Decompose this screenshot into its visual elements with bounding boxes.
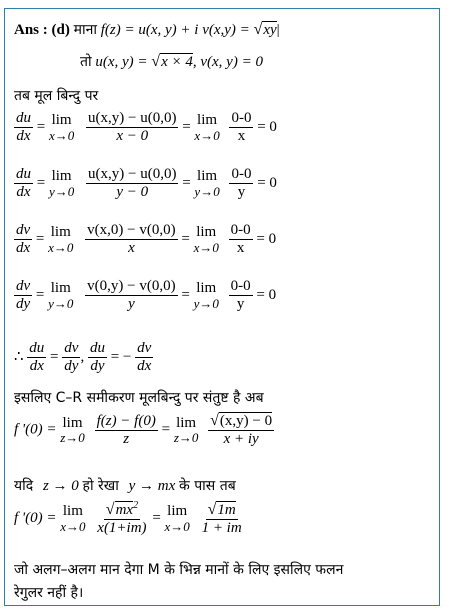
sqrt-x-times-4: x × 4 [161,54,193,70]
limit-2: lim x→0 [193,224,219,255]
difference-quotient: $\frac{u(x,y) - u(0,0)}{y - 0}$ [88,166,177,200]
limit-2: lim x→0 [194,112,220,143]
function-definition: f(z) = u(x, y) + i v(x,y) = [100,22,250,38]
conclusion-line-2: रेगुलर नहीं है। [14,585,84,601]
lhs-fraction: $\frac{dv}{dx}$ [16,222,31,256]
limit-1: lim y→0 [48,168,75,199]
origin-line: तब मूल बिन्दु पर [14,88,99,104]
derivative-row: $\frac{du}{dx}$ = lim y→0 $\frac{u(x,y) - u(0,0)}{y - 0}$ = lim y→0 $\frac{0-0}{y}$ = 0 [16,166,277,200]
lhs-fraction: $\frac{du}{dx}$ [16,110,31,144]
lhs-fraction: $\frac{du}{dx}$ [16,166,31,200]
difference-quotient: $\frac{u(x,y) - u(0,0)}{x - 0}$ [88,110,177,144]
zero-fraction: $\frac{0-0}{x}$ [230,222,251,256]
u-v-definition-line: तो u(x, y) = √x × 4, v(x, y) = 0 [80,53,263,70]
limit-1: lim x→0 [48,112,75,143]
f-prime-result-line: f '(0) = lim x→0 $\frac{√mx^2}{x(1+im)}$ = lim x→0 $\frac{√1m}{1 + im}$ [14,500,242,536]
row-result: = 0 [256,286,277,303]
zero-fraction: $\frac{0-0}{x}$ [231,110,252,144]
difference-quotient: $\frac{v(0,y) - v(0,0)}{y}$ [87,278,176,312]
condition-line: यदि z → 0 हो रेखा y → mx के पास तब [14,478,236,494]
to-word: तो [80,54,92,70]
f-prime-limit-line: f '(0) = lim z→0 $\frac{f(z) - f(0)}{z}$ = lim z→0 $\frac{√(x,y) - 0}{x + iy}$ [14,412,273,447]
limit-1: lim x→0 [48,224,74,255]
zero-fraction: $\frac{0-0}{y}$ [231,166,252,200]
sqrt-xy: xy [263,22,277,38]
conclusion-line-1: जो अलग–अलग मान देगा M के भिन्न मानों के लिए इसलिए फलन [14,562,344,578]
cr-equations-line: ∴ $\frac{du}{dx}$ = $\frac{dv}{dy}$ , $\frac{du}{dy}$ = − $\frac{dv}{dx}$ [14,340,152,374]
zero-fraction: $\frac{0-0}{y}$ [230,278,251,312]
derivative-row: $\frac{dv}{dx}$ = lim x→0 $\frac{v(x,0) - v(0,0)}{x}$ = lim x→0 $\frac{0-0}{x}$ = 0 [16,222,277,256]
answer-heading-line: Ans : (d) माना f(z) = u(x, y) + i v(x,y) = √xy| [14,21,280,38]
row-result: = 0 [257,118,277,135]
derivative-row: $\frac{dv}{dy}$ = lim y→0 $\frac{v(0,y) - v(0,0)}{y}$ = lim y→0 $\frac{0-0}{y}$ = 0 [16,278,277,312]
maana-word: माना [73,22,97,38]
limit-2: lim y→0 [194,168,220,199]
row-result: = 0 [257,174,277,191]
cr-satisfied-line: इसलिए C–R समीकरण मूलबिन्दु पर संतुष्ट है अब [14,390,264,406]
limit-2: lim y→0 [193,280,219,311]
limit-1: lim y→0 [48,280,74,311]
answer-label: Ans : (d) [14,22,70,38]
derivative-row: $\frac{du}{dx}$ = lim x→0 $\frac{u(x,y) - u(0,0)}{x - 0}$ = lim x→0 $\frac{0-0}{x}$ = 0 [16,110,277,144]
lhs-fraction: $\frac{dv}{dy}$ [16,278,31,312]
difference-quotient: $\frac{v(x,0) - v(0,0)}{x}$ [87,222,176,256]
row-result: = 0 [256,230,277,247]
